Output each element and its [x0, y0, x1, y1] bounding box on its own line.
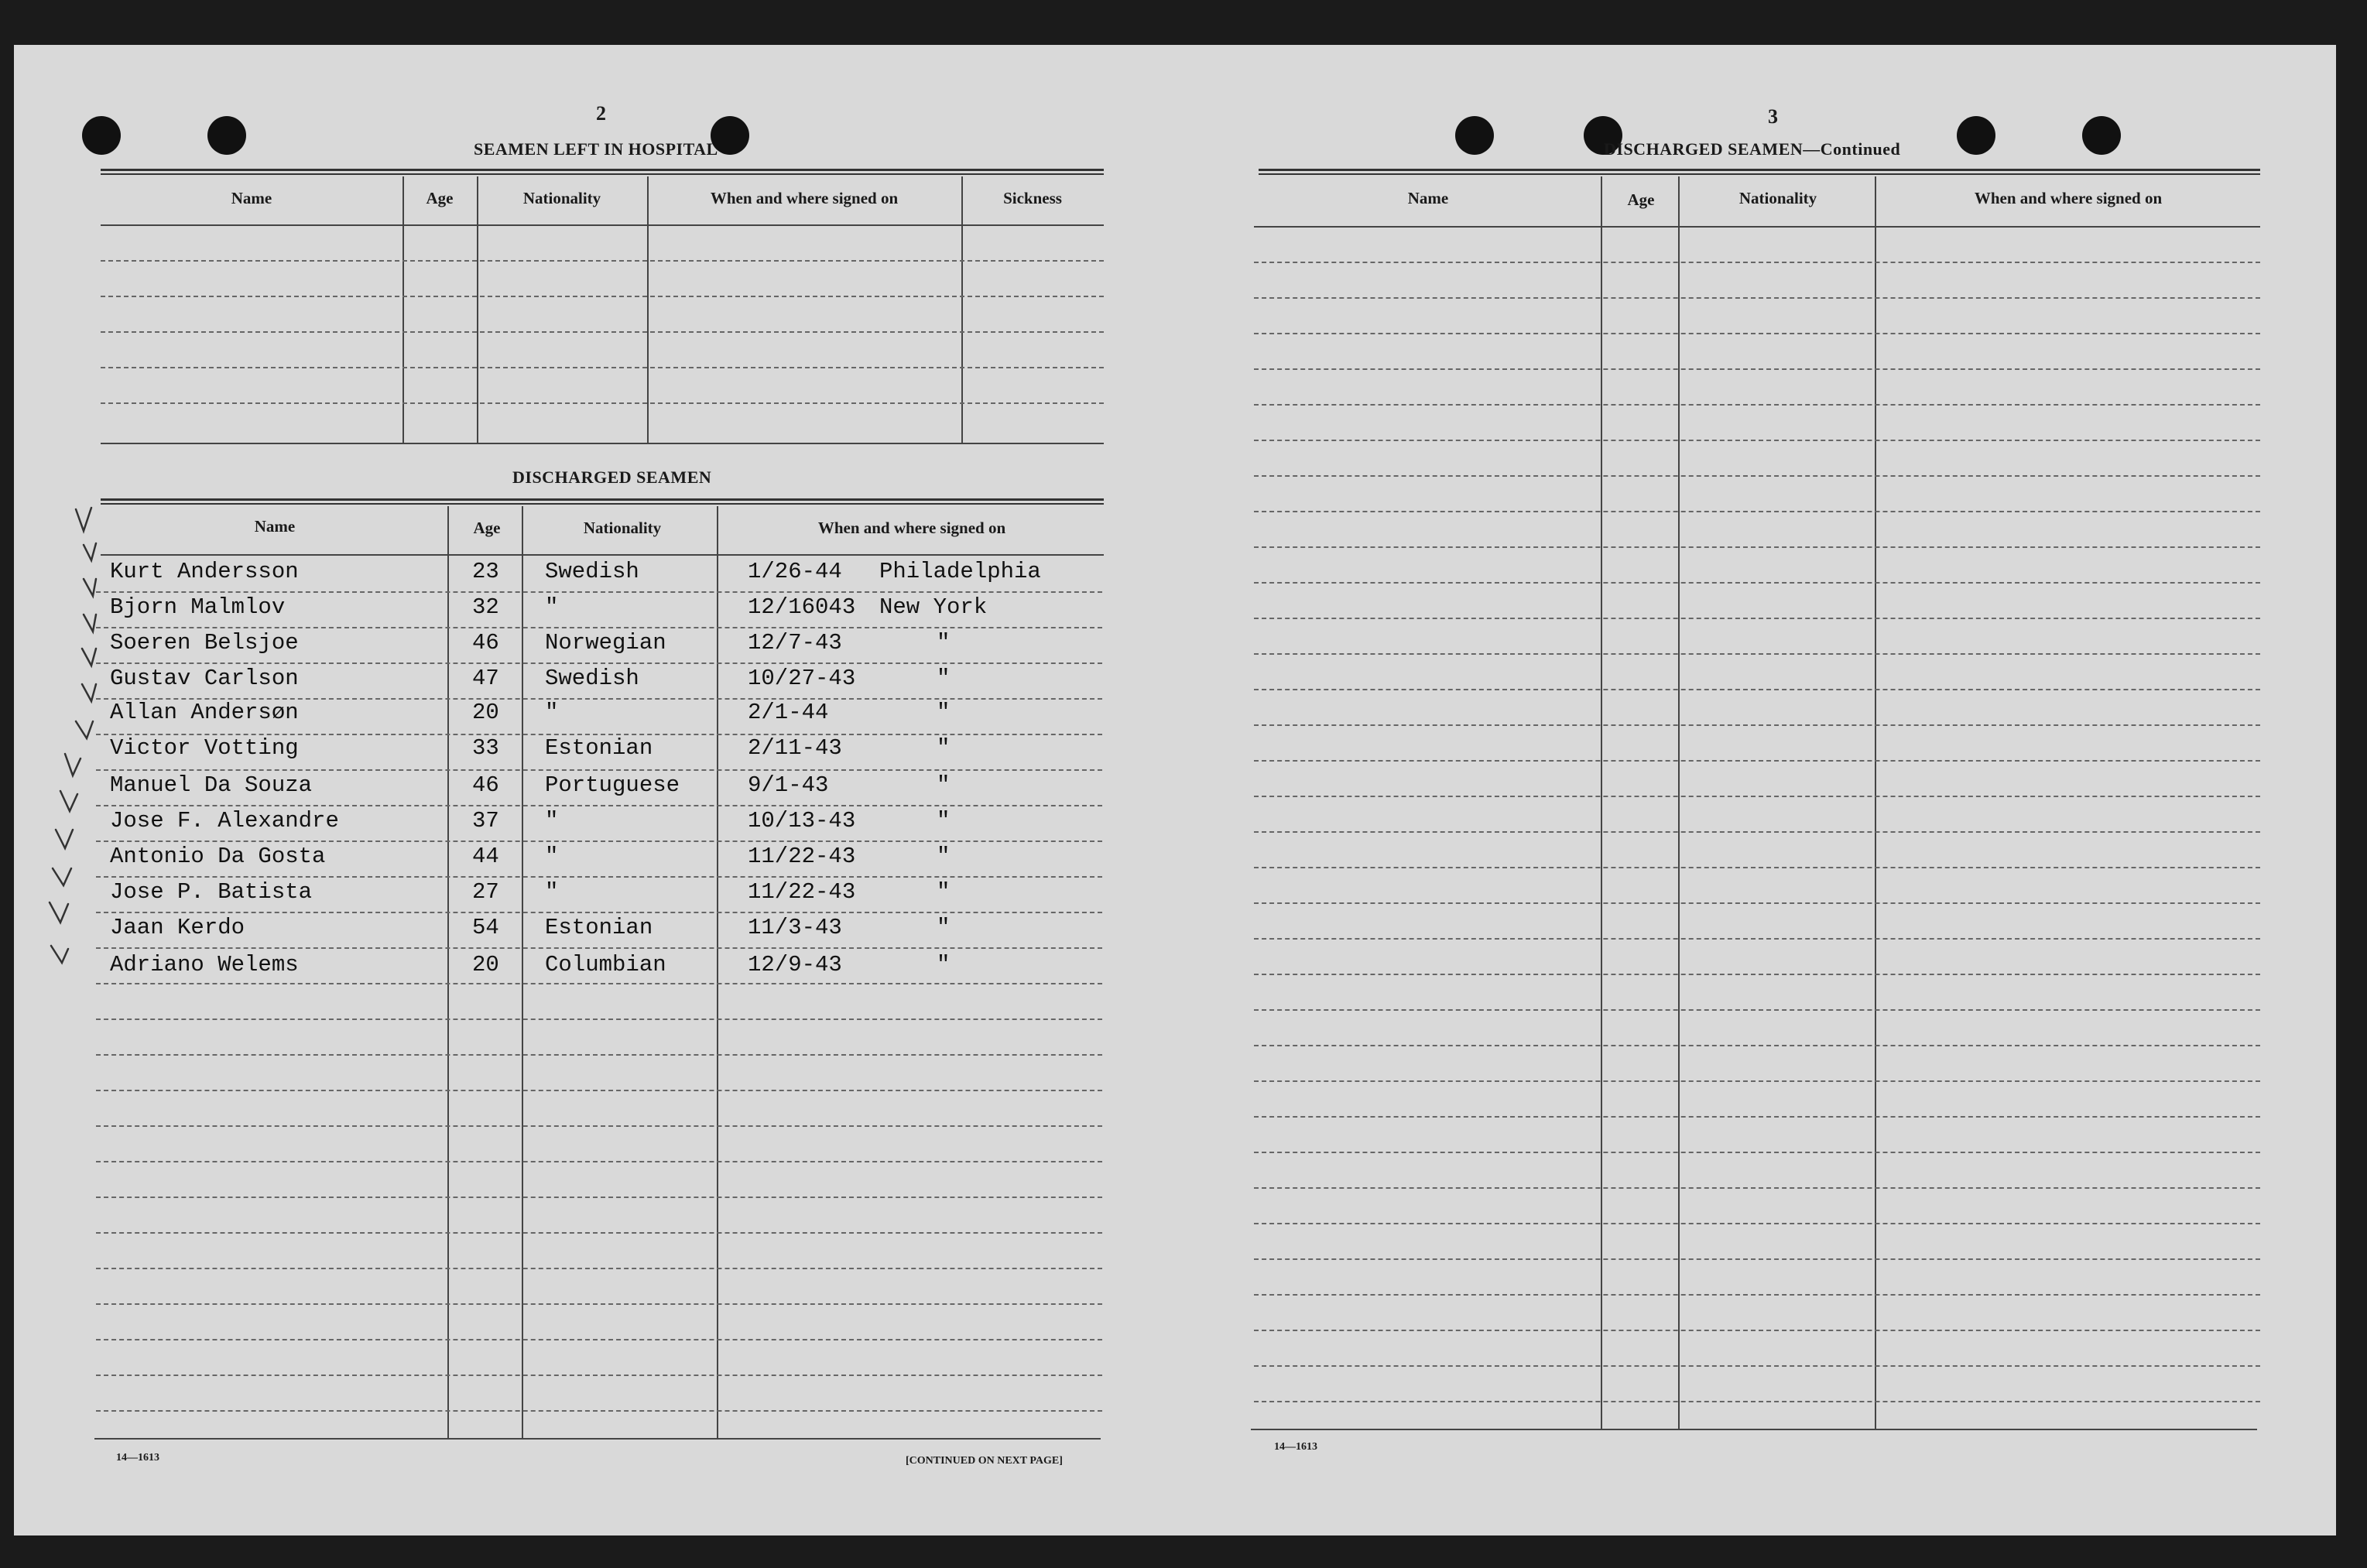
hospital-row-line [101, 402, 1104, 404]
right-row-line [1254, 724, 2260, 726]
signed-on-date: 10/27-43 [748, 666, 856, 691]
right-divider [1678, 176, 1680, 1429]
seaman-age: 20 [472, 700, 499, 725]
right-top-rule [1259, 169, 2260, 175]
right-row-line [1254, 440, 2260, 441]
hospital-col-signed-on: When and where signed on [710, 189, 899, 207]
seaman-name: Jose P. Batista [110, 879, 313, 905]
seaman-name: Antonio Da Gosta [110, 844, 326, 869]
signed-on-place: Philadelphia [879, 559, 1041, 584]
right-row-line [1254, 368, 2260, 370]
signed-on-date: 12/9-43 [748, 952, 842, 977]
punch-hole [207, 116, 246, 155]
seaman-name: Manuel Da Souza [110, 772, 313, 798]
signed-on-date: 11/22-43 [748, 844, 856, 869]
continued-note: [CONTINUED ON NEXT PAGE] [906, 1455, 1063, 1467]
right-col-name: Name [1407, 189, 1449, 207]
hospital-row-line [101, 296, 1104, 297]
seaman-age: 32 [472, 594, 499, 620]
form-number-right: 14—1613 [1274, 1441, 1317, 1453]
seaman-age: 20 [472, 952, 499, 977]
seaman-name: Adriano Welems [110, 952, 299, 977]
punch-hole [1957, 116, 1995, 155]
discharged-row-line [96, 1197, 1102, 1198]
punch-hole [2082, 116, 2121, 155]
signed-on-place: " [937, 630, 951, 656]
right-row-line [1254, 1258, 2260, 1260]
hospital-divider [477, 176, 478, 444]
signed-on-place: " [937, 666, 951, 691]
right-row-line [1254, 796, 2260, 797]
signed-on-place: " [937, 735, 951, 761]
discharged-row-line [96, 840, 1102, 842]
discharged-divider [522, 506, 523, 1440]
right-row-line [1254, 831, 2260, 833]
discharged-row-line [96, 769, 1102, 771]
right-row-line [1254, 760, 2260, 762]
discharged-bottom-rule [94, 1438, 1101, 1440]
signed-on-date: 10/13-43 [748, 808, 856, 834]
right-row-line [1254, 1152, 2260, 1153]
right-row-line [1254, 1187, 2260, 1189]
seaman-nationality: " [545, 844, 559, 869]
discharged-row-line [96, 947, 1102, 949]
seaman-age: 46 [472, 772, 499, 798]
punch-hole [1455, 116, 1494, 155]
discharged-row-line [96, 1161, 1102, 1162]
seaman-nationality: " [545, 700, 559, 725]
discharged-row-line [96, 1054, 1102, 1056]
seaman-age: 27 [472, 879, 499, 905]
right-row-line [1254, 1009, 2260, 1011]
hospital-bottom-rule [101, 443, 1104, 444]
seaman-name: Gustav Carlson [110, 666, 299, 691]
seaman-nationality: Estonian [545, 915, 653, 940]
seaman-age: 23 [472, 559, 499, 584]
seaman-name: Kurt Andersson [110, 559, 299, 584]
right-row-line [1254, 1045, 2260, 1046]
signed-on-place: " [937, 952, 951, 977]
hospital-divider [402, 176, 404, 444]
hospital-divider [647, 176, 649, 444]
signed-on-date: 11/3-43 [748, 915, 842, 940]
seaman-name: Soeren Belsjoe [110, 630, 299, 656]
discharged-header-rule [101, 554, 1104, 556]
hospital-divider [961, 176, 963, 444]
seaman-age: 44 [472, 844, 499, 869]
hospital-col-age: Age [426, 189, 454, 207]
discharged-row-line [96, 591, 1102, 593]
hospital-row-line [101, 331, 1104, 333]
discharged-top-rule [101, 498, 1104, 505]
discharged-row-line [96, 912, 1102, 913]
discharged-row-line [96, 805, 1102, 806]
right-row-line [1254, 902, 2260, 904]
right-row-line [1254, 689, 2260, 690]
signed-on-place: " [937, 915, 951, 940]
signed-on-date: 12/16043 [748, 594, 856, 620]
right-row-line [1254, 1080, 2260, 1082]
signed-on-date: 11/22-43 [748, 879, 856, 905]
signed-on-date: 2/11-43 [748, 735, 842, 761]
discharged-row-line [96, 1019, 1102, 1020]
right-row-line [1254, 1294, 2260, 1296]
seaman-name: Jaan Kerdo [110, 915, 245, 940]
seaman-nationality: Swedish [545, 559, 639, 584]
discharged-row-line [96, 1232, 1102, 1234]
seaman-nationality: Portuguese [545, 772, 680, 798]
signed-on-place: " [937, 700, 951, 725]
right-header-rule [1254, 226, 2260, 228]
right-row-line [1254, 1401, 2260, 1402]
right-row-line [1254, 653, 2260, 655]
discharged-row-line [96, 1125, 1102, 1127]
seaman-name: Victor Votting [110, 735, 299, 761]
margin-check-marks [45, 505, 107, 984]
hospital-col-nationality: Nationality [522, 189, 601, 207]
right-row-line [1254, 582, 2260, 584]
right-col-age: Age [1627, 190, 1655, 209]
seaman-name: Allan Andersøn [110, 700, 299, 725]
seaman-age: 33 [472, 735, 499, 761]
seaman-age: 37 [472, 808, 499, 834]
hospital-row-line [101, 260, 1104, 262]
page-number-left: 2 [596, 102, 606, 125]
hospital-col-name: Name [231, 189, 272, 207]
discharged-row-line [96, 876, 1102, 878]
hospital-row-line [101, 367, 1104, 368]
seaman-nationality: Norwegian [545, 630, 666, 656]
signed-on-date: 9/1-43 [748, 772, 829, 798]
signed-on-date: 2/1-44 [748, 700, 829, 725]
discharged-col-age: Age [473, 519, 501, 537]
right-row-line [1254, 1330, 2260, 1331]
seaman-name: Jose F. Alexandre [110, 808, 339, 834]
continued-section-title: DISCHARGED SEAMEN—Continued [1604, 139, 1901, 159]
discharged-row-line [96, 627, 1102, 628]
discharged-col-signed-on: When and where signed on [817, 519, 1006, 537]
discharged-col-name: Name [254, 517, 296, 536]
signed-on-date: 12/7-43 [748, 630, 842, 656]
right-row-line [1254, 1223, 2260, 1224]
discharged-row-line [96, 983, 1102, 984]
seaman-nationality: Swedish [545, 666, 639, 691]
signed-on-place: " [937, 844, 951, 869]
right-row-line [1254, 938, 2260, 940]
right-row-line [1254, 475, 2260, 477]
right-bottom-rule [1251, 1429, 2257, 1430]
seaman-nationality: " [545, 594, 559, 620]
right-col-nationality: Nationality [1738, 189, 1817, 207]
right-row-line [1254, 511, 2260, 512]
discharged-divider [717, 506, 718, 1440]
discharged-row-line [96, 1268, 1102, 1269]
discharged-row-line [96, 1410, 1102, 1412]
signed-on-place: New York [879, 594, 988, 620]
signed-on-place: " [937, 808, 951, 834]
discharged-col-nationality: Nationality [583, 519, 662, 537]
right-row-line [1254, 546, 2260, 548]
punch-hole [82, 116, 121, 155]
discharged-row-line [96, 1090, 1102, 1091]
signed-on-place: " [937, 879, 951, 905]
seaman-nationality: Columbian [545, 952, 666, 977]
right-divider [1875, 176, 1876, 1429]
right-row-line [1254, 333, 2260, 334]
right-row-line [1254, 618, 2260, 619]
discharged-divider [447, 506, 449, 1440]
discharged-row-line [96, 662, 1102, 664]
seaman-age: 54 [472, 915, 499, 940]
right-col-signed-on: When and where signed on [1974, 189, 2163, 207]
discharged-row-line [96, 1375, 1102, 1376]
right-row-line [1254, 262, 2260, 263]
right-divider [1601, 176, 1602, 1429]
signed-on-place: " [937, 772, 951, 798]
right-row-line [1254, 404, 2260, 406]
signed-on-date: 1/26-44 [748, 559, 842, 584]
seaman-age: 46 [472, 630, 499, 656]
seaman-age: 47 [472, 666, 499, 691]
right-row-line [1254, 297, 2260, 299]
hospital-section-title: SEAMEN LEFT IN HOSPITAL [474, 139, 718, 159]
document-sheet [14, 45, 2336, 1535]
hospital-top-rule [101, 169, 1104, 175]
seaman-nationality: " [545, 808, 559, 834]
hospital-col-sickness: Sickness [1003, 189, 1062, 207]
form-number-left: 14—1613 [116, 1452, 159, 1464]
discharged-row-line [96, 1303, 1102, 1305]
seaman-nationality: " [545, 879, 559, 905]
right-row-line [1254, 974, 2260, 975]
discharged-row-line [96, 1339, 1102, 1340]
right-row-line [1254, 1365, 2260, 1367]
hospital-header-rule [101, 224, 1104, 226]
right-row-line [1254, 1116, 2260, 1118]
discharged-section-title: DISCHARGED SEAMEN [512, 467, 712, 487]
seaman-nationality: Estonian [545, 735, 653, 761]
seaman-name: Bjorn Malmlov [110, 594, 286, 620]
page-number-right: 3 [1768, 105, 1778, 128]
right-row-line [1254, 867, 2260, 868]
